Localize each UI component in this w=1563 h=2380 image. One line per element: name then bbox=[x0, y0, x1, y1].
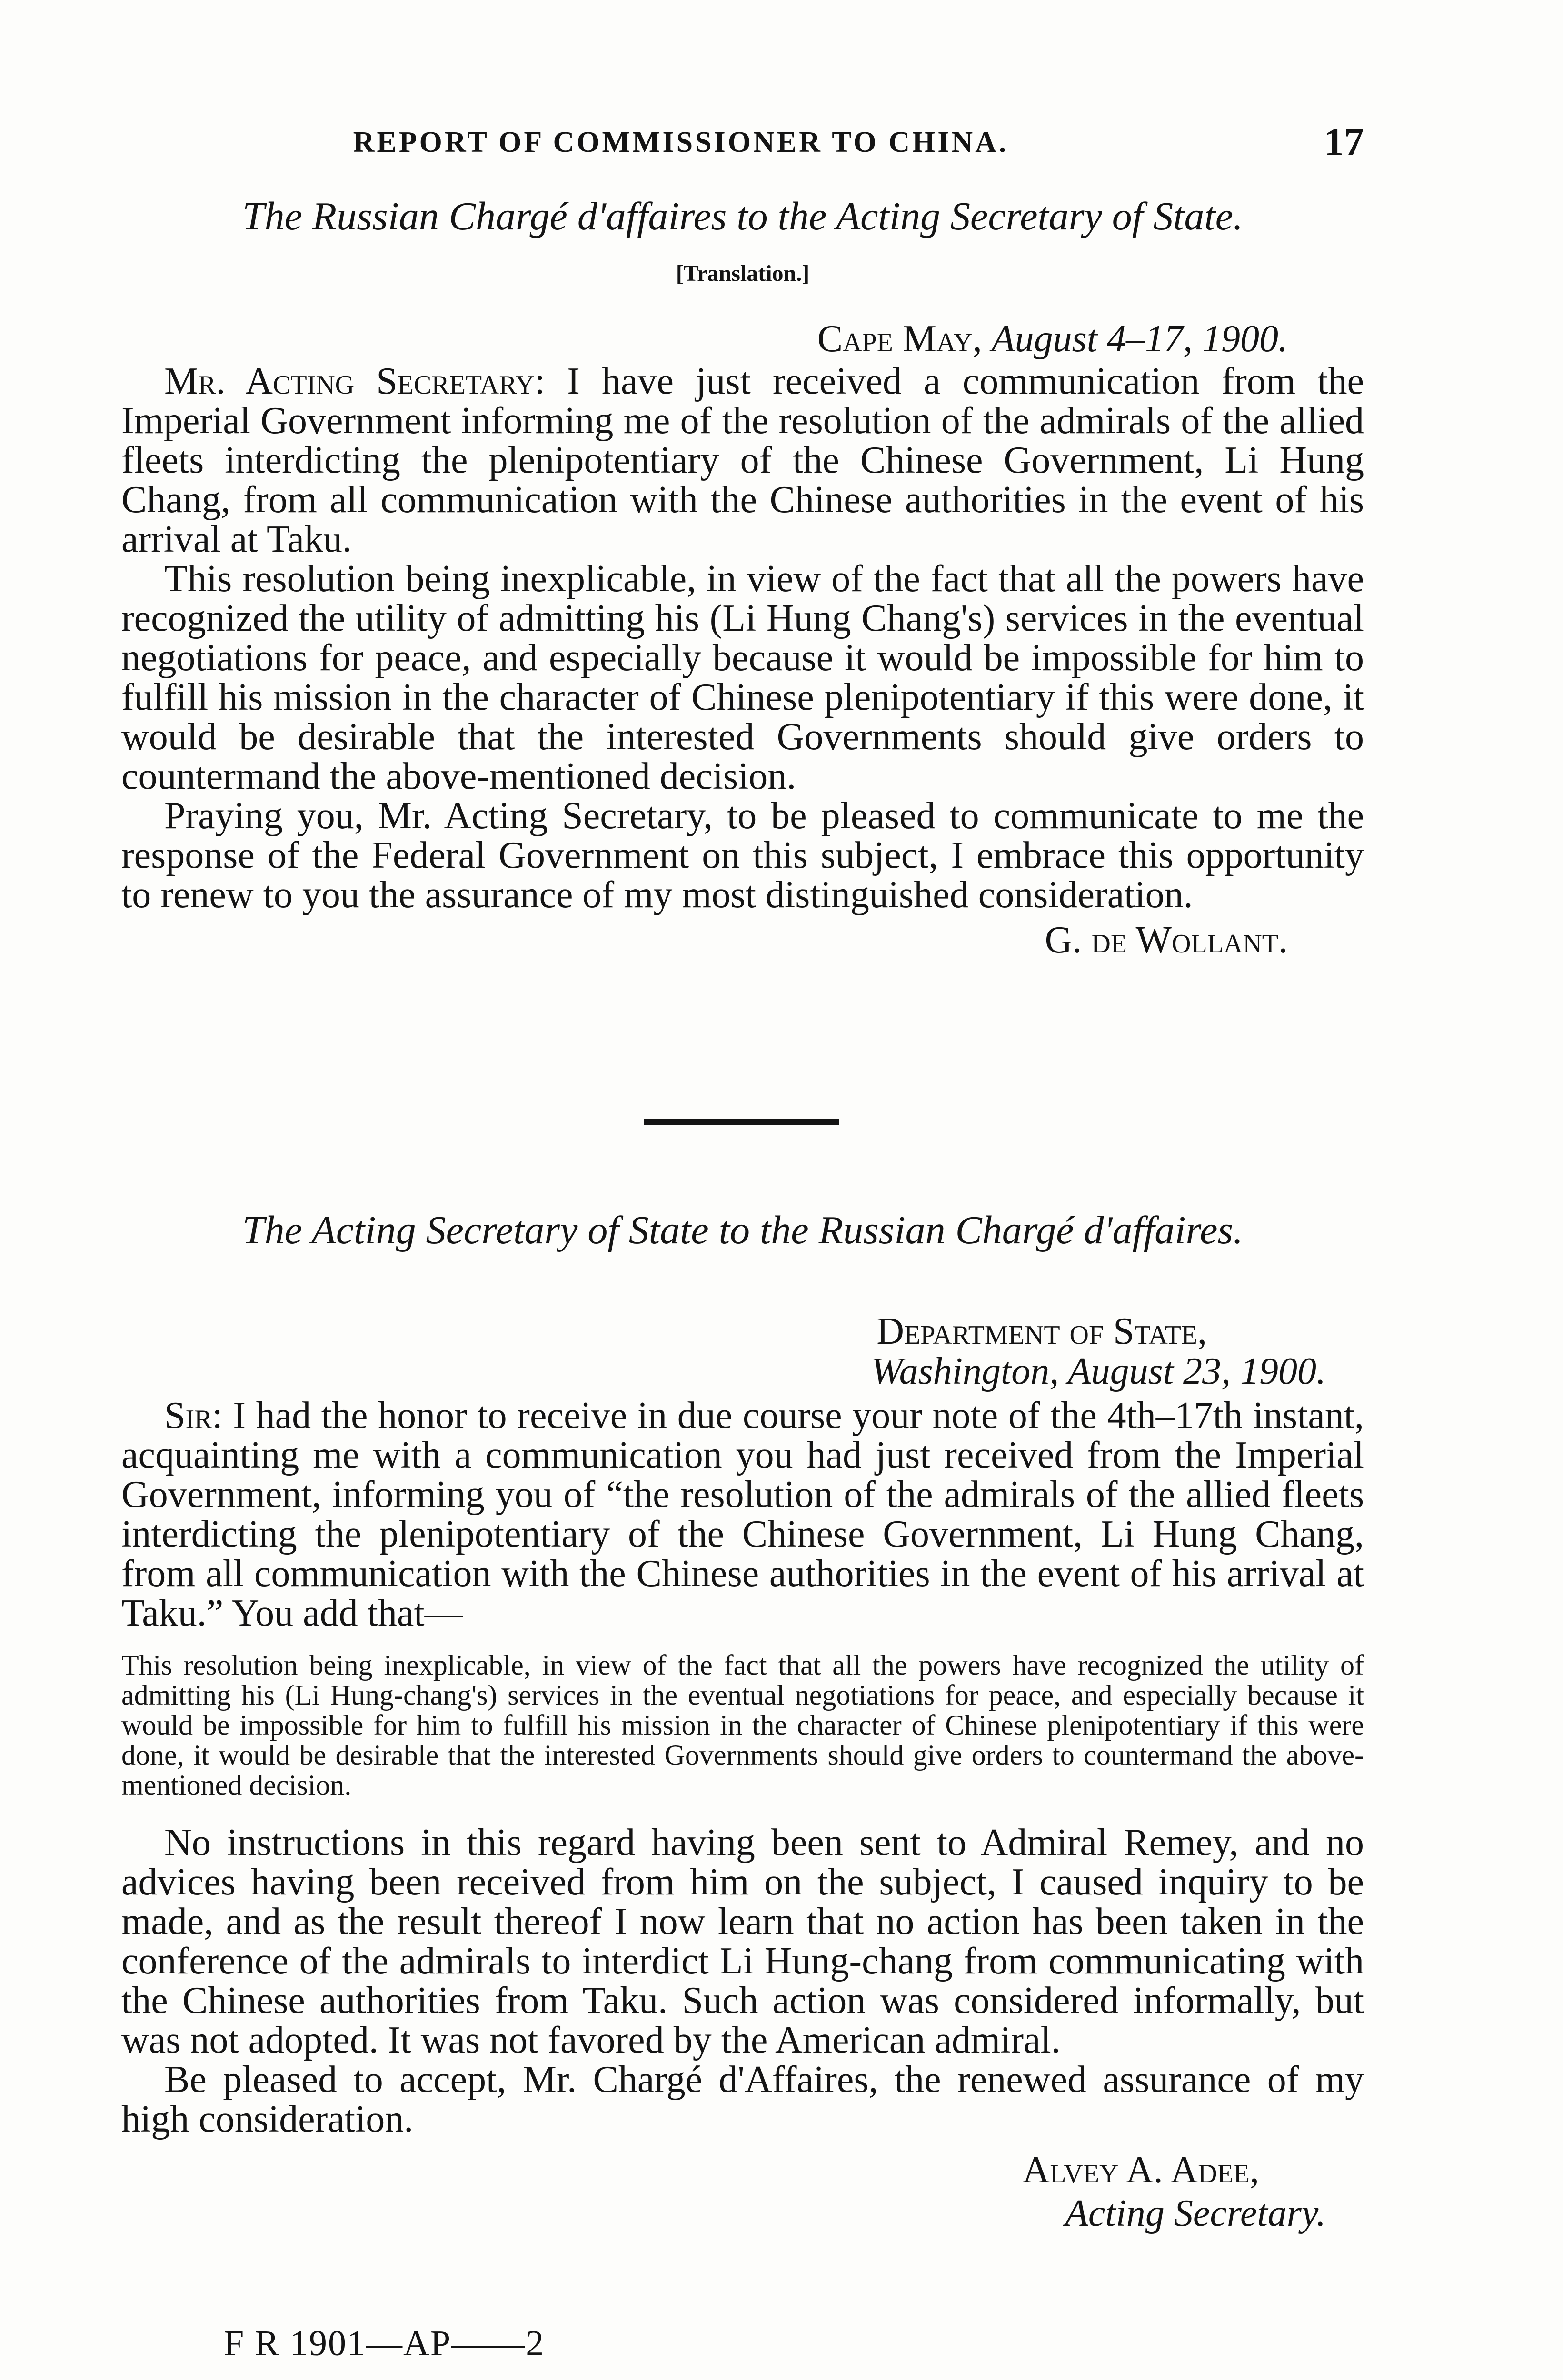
letter-2-paragraph-2: No instructions in this regard having been sent to Admiral Remey, and no advices having been received from him on the subject, I caused inquiry to be made, and as the result thereof I now learn that no action has been taken in the conference of the admirals to interdict Li Hung-chang from communicating with the Chinese authorities from Taku. Such action was considered informally, but was not adopted. It was not favored by the American admiral. bbox=[121, 1822, 1364, 2061]
translation-note: [Translation.] bbox=[676, 261, 810, 286]
letter-1-heading: The Russian Chargé d'affaires to the Acting Secretary of State. bbox=[242, 194, 1244, 238]
signature-mark: F R 1901—AP——2 bbox=[224, 2323, 545, 2363]
letter-1-place: Cape May, bbox=[817, 318, 982, 360]
running-title: REPORT OF COMMISSIONER TO CHINA. bbox=[353, 126, 1009, 159]
letter-1-paragraph-1 bbox=[121, 362, 1364, 559]
letter-2-quote: This resolution being inexplicable, in view of the fact that all the powers have recognized the utility of admitting his (Li Hung-chang's) services in the eventual negotiations for peace, and especially because it would be impossible for him to fulfill his mission in the character of Chinese plenipotentiary if this were done, it would be desirable that the interested Governments should give orders to countermand the above-mentioned decision. bbox=[121, 1649, 1364, 1801]
letter-1-date: August 4–17, 1900. bbox=[991, 318, 1288, 360]
letter-2-salutation: Sir: bbox=[164, 1395, 223, 1437]
section-divider-rule bbox=[644, 1119, 839, 1125]
letter-2-heading: The Acting Secretary of State to the Russian Chargé d'affaires. bbox=[242, 1208, 1244, 1252]
page-number: 17 bbox=[1324, 120, 1364, 164]
letter-2-signature-name: Alvey A. Adee, bbox=[1022, 2149, 1259, 2191]
letter-2-department: Department of State, bbox=[876, 1310, 1207, 1352]
letter-2-paragraph-1 bbox=[121, 1396, 1364, 1633]
letter-1-signature: G. de Wollant. bbox=[1045, 919, 1288, 961]
letter-2-paragraph-3: Be pleased to accept, Mr. Chargé d'Affaires, the renewed assurance of my high consideration. bbox=[121, 2059, 1364, 2140]
letter-1-paragraph-1-text: I have just received a communication from the Imperial Government informing me of the resolution of the admirals of the allied fleets interdicting the plenipotentiary of the Chinese Government, Li Hung Chang, from all communication with the Chinese authorities in the event of his arrival at Taku. bbox=[121, 360, 1364, 560]
letter-2-paragraph-1-text: I had the honor to receive in due course your note of the 4th–17th instant, acquainting me with a communication you had just received from the Imperial Government, informing you of “the resolution of the admirals of the allied fleets interdicting the plenipotentiary of the Chinese Government, Li Hung Chang, from all communication with the Chinese authorities in the event of his arrival at Taku.” You add that— bbox=[121, 1395, 1364, 1634]
letter-2-place-date: Washington, August 23, 1900. bbox=[871, 1350, 1326, 1392]
letter-1-dateline bbox=[121, 319, 1364, 359]
letter-1-salutation: Mr. Acting Secretary: bbox=[164, 360, 545, 402]
running-head bbox=[121, 119, 1364, 162]
letter-1-paragraph-2: This resolution being inexplicable, in view of the fact that all the powers have recognized the utility of admitting his (Li Hung Chang's) services in the eventual negotiations for peace, and especially because it would be impossible for him to fulfill his mission in the character of Chinese plenipotentiary if this were done, it would be desirable that the interested Governments should give orders to countermand the above-mentioned decision. bbox=[121, 558, 1364, 797]
letter-2-signature-title: Acting Secretary. bbox=[1065, 2192, 1326, 2234]
letter-1 bbox=[121, 193, 1364, 962]
letter-2 bbox=[121, 1207, 1364, 2235]
letter-1-paragraph-3: Praying you, Mr. Acting Secretary, to be pleased to communicate to me the response of the Federal Government on this subject, I embrace this opportunity to renew to you the assurance of my most distinguished consideration. bbox=[121, 795, 1364, 916]
